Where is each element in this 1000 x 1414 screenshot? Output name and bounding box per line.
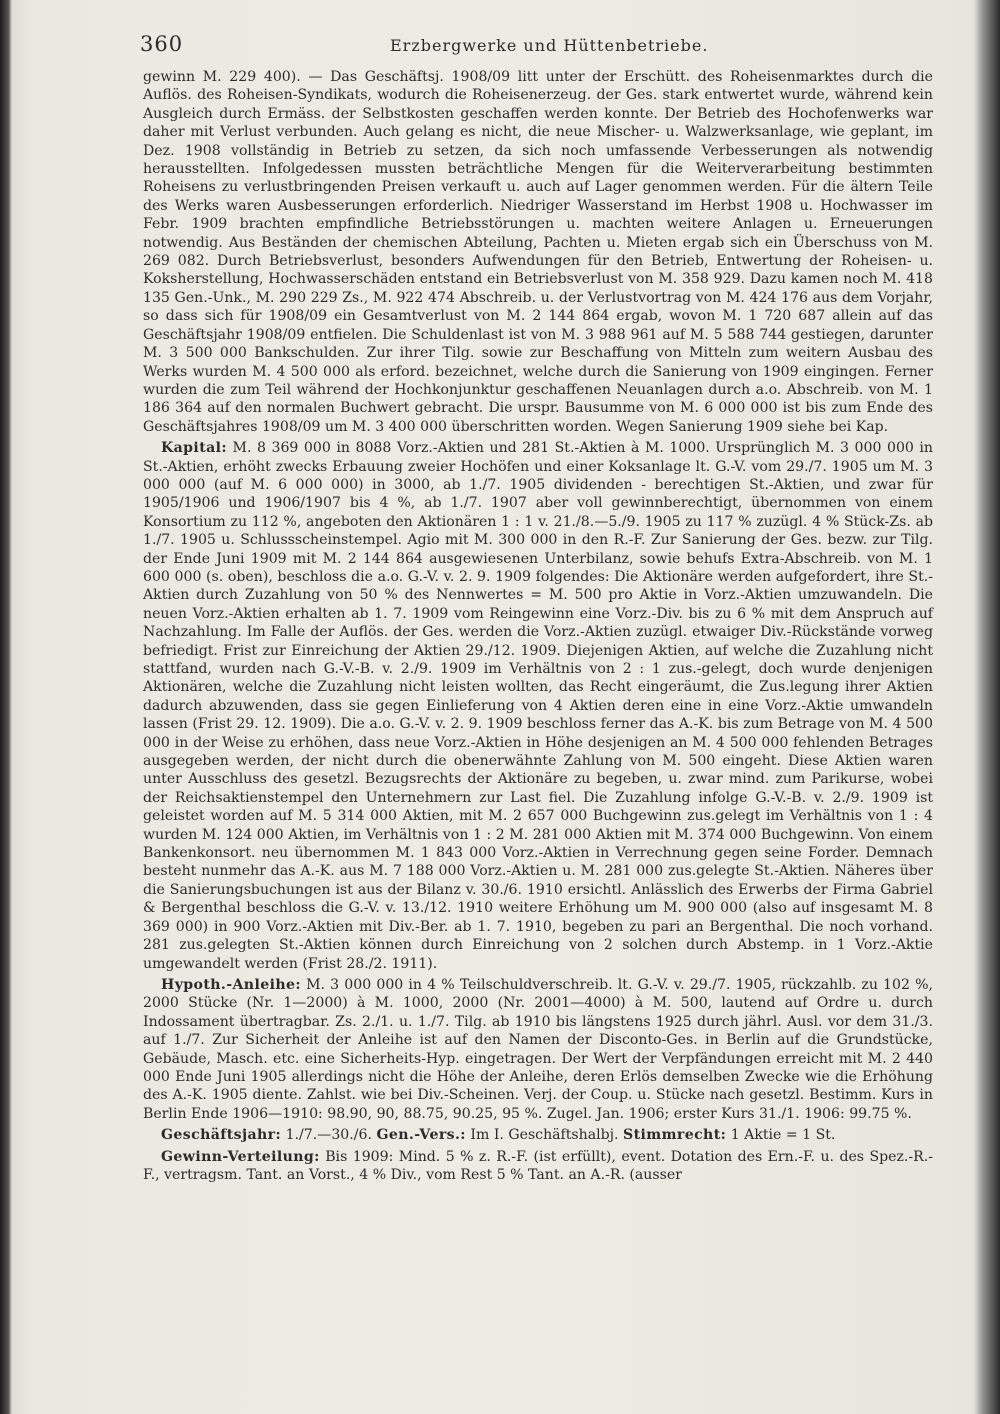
- section-label-gewinn-verteilung: Gewinn-Verteilung:: [161, 1148, 320, 1165]
- scan-left-edge: [0, 0, 12, 1414]
- paragraph-text: M. 3 000 000 in 4 % Teilschuldverschreib. lt. G.-V. v. 29./7. 1905, rückzahlb. zu 102 %, 2000 Stücke (Nr. 1—2000) à M. 1000, 2000 (Nr. 2001—4000) à M. 500, lautend auf Ordre u. durch Indossament übertragbar. Zs. 2./1. u. 1./7. Tilg. ab 1910 bis längstens 1925 durch jährl. Ausl. vor dem 31./3. auf 1./7. Zur Sicherheit der Anleihe ist auf den Namen der Disconto-Ges. in Berlin auf die Grundstücke, Gebäude, Masch. etc. eine Sicherheits-Hyp. eingetragen. Der Wert der Verpfändungen erreicht mit M. 2 440 000 Ende Juni 1905 allerdings nicht die Höhe der Anleihe, deren Erlös demselben Zwecke wie die Erhöhung des A.-K. 1905 diente. Zahlst. wie bei Div.-Scheinen. Verj. der Coup. u. Stücke nach gesetzl. Bestimm. Kurs in Berlin Ende 1906—1910: 98.90, 90, 88.75, 90.25, 95 %. Zugel. Jan. 1906; erster Kurs 31./1. 1906: 99.75 %.: [143, 976, 933, 1122]
- body-text: [143, 68, 933, 1187]
- section-label-gen-vers: Gen.-Vers.:: [376, 1127, 466, 1144]
- page-number: 360: [140, 32, 184, 56]
- paragraph-business-report: [143, 68, 933, 436]
- section-label-geschaeftsjahr: Geschäftsjahr:: [161, 1127, 282, 1144]
- running-head: Erzbergwerke und Hüttenbetriebe.: [390, 36, 709, 55]
- section-label-hypoth-anleihe: Hypoth.-Anleihe:: [161, 976, 301, 993]
- page-header: [140, 32, 930, 62]
- paragraph-text: gewinn M. 229 400). — Das Geschäftsj. 1908/09 litt unter der Erschütt. des Roheisenmarktes durch die Auflös. des Roheisen-Syndikats, wodurch die Roheisenerzeug. der Ges. stark entwertet wurde, während kein Ausgleich durch Ermäss. der Selbstkosten geschaffen werden konnte. Der Betrieb des Hochofenwerks war daher mit Verlust verbunden. Auch gelang es nicht, die neue Mischer- u. Walzwerksanlage, wie geplant, im Dez. 1908 vollständig in Betrieb zu setzen, da sich noch umfassende Verbesserungen als notwendig herausstellten. Infolgedessen mussten beträchtliche Mengen für die Weiterverarbeitung bestimmten Roheisens zu verlustbringenden Preisen verkauft u. auch auf Lager genommen werden. Für die ältern Teile des Werks waren Ausbesserungen erforderlich. Niedriger Wasserstand im Herbst 1908 u. Hochwasser im Febr. 1909 brachten empfindliche Betriebsstörungen u. machten weitere Anlagen u. Erneuerungen notwendig. Aus Beständen der chemischen Abteilung, Pachten u. Mieten ergab sich ein Überschuss von M. 269 082. Durch Betriebsverlust, besonders Aufwendungen für den Betrieb, Entwertung der Roheisen- u. Koksherstellung, Hochwasserschäden entstand ein Betriebsverlust von M. 358 929. Dazu kamen noch M. 418 135 Gen.-Unk., M. 290 229 Zs., M. 922 474 Abschreib. u. der Verlustvortrag von M. 424 176 aus dem Vorjahr, so dass sich für 1908/09 ein Gesamtverlust von M. 2 144 864 ergab, wovon M. 1 720 687 allein auf das Geschäftsjahr 1908/09 entfielen. Die Schuldenlast ist von M. 3 988 961 auf M. 5 588 744 gestiegen, darunter M. 3 500 000 Bankschulden. Zur ihrer Tilg. sowie zur Beschaffung von Mitteln zum weitern Ausbau des Werks wurden M. 4 500 000 als erford. bezeichnet, welche durch die Sanierung von 1909 eingingen. Ferner wurden die zum Teil während der Hochkonjunktur geschaffenen Neuanlagen durch a.o. Abschreib. von M. 1 186 364 auf den normalen Buchwert gebracht. Die urspr. Bausumme von M. 6 000 000 ist bis zum Ende des Geschäftsjahres 1908/09 um M. 3 400 000 überschritten worden. Wegen Sanierung 1909 siehe bei Kap.: [143, 69, 933, 435]
- scan-right-edge: [974, 0, 1000, 1414]
- section-label-kapital: Kapital:: [161, 440, 227, 457]
- paragraph-geschaeftsjahr: [143, 1126, 933, 1144]
- paragraph-text: Im I. Geschäftshalbj.: [470, 1127, 619, 1144]
- paragraph-hypoth-anleihe: [143, 976, 933, 1123]
- section-label-stimmrecht: Stimmrecht:: [623, 1127, 727, 1144]
- paragraph-gewinn-verteilung: [143, 1148, 933, 1185]
- paragraph-text: M. 8 369 000 in 8088 Vorz.-Aktien und 281 St.-Aktien à M. 1000. Ursprünglich M. 3 000 000 in St.-Aktien, erhöht zwecks Erbauung zweier Hochöfen und einer Koksanlage lt. G.-V. vom 29./7. 1905 um M. 3 000 000 (auf M. 6 000 000) in 3000, ab 1./7. 1905 dividenden - berechtigen St.-Aktien, und zwar für 1905/1906 und 1906/1907 bis 4 %, ab 1./7. 1907 aber voll gewinnberechtigt, übernommen von einem Konsortium zu 112 %, angeboten den Aktionären 1 : 1 v. 21./8.—5./9. 1905 zu 117 % zuzügl. 4 % Stück-Zs. ab 1./7. 1905 u. Schlussscheinstempel. Agio mit M. 300 000 in den R.-F. Zur Sanierung der Ges. bezw. zur Tilg. der Ende Juni 1909 mit M. 2 144 864 ausgewiesenen Unterbilanz, sowie behufs Extra-Abschreib. von M. 1 600 000 (s. oben), beschloss die a.o. G.-V. v. 2. 9. 1909 folgendes: Die Aktionäre werden aufgefordert, ihre St.-Aktien durch Zuzahlung von 50 % des Nennwertes = M. 500 pro Aktie in Vorz.-Aktien umzuwandeln. Die neuen Vorz.-Aktien erhalten ab 1. 7. 1909 vom Reingewinn eine Vorz.-Div. bis zu 6 % mit dem Anspruch auf Nachzahlung. Im Falle der Auflös. der Ges. werden die Vorz.-Aktien zuzügl. etwaiger Div.-Rückstände vorweg befriedigt. Frist zur Einreichung der Aktien 29./12. 1909. Diejenigen Aktien, auf welche die Zuzahlung nicht stattfand, wurden nach G.-V.-B. v. 2./9. 1909 im Verhältnis von 2 : 1 zus.-gelegt, doch wurde denjenigen Aktionären, welche die Zuzahlung nicht leisten wollten, das Recht eingeräumt, die Zus.legung ihrer Aktien dadurch abzuwenden, dass sie gegen Einlieferung von 4 Aktien deren eine in eine Vorz.-Aktie umwandeln lassen (Frist 29. 12. 1909). Die a.o. G.-V. v. 2. 9. 1909 beschloss ferner das A.-K. bis zum Betrage von M. 4 500 000 in der Weise zu erhöhen, dass neue Vorz.-Aktien in Höhe desjenigen an M. 4 500 000 fehlenden Betrages ausgegeben werden, der nicht durch die obenerwähnte Zahlung von M. 500 eingeht. Diese Aktien waren unter Ausschluss des gesetzl. Bezugsrechts der Aktionäre zu begeben, u. zwar mind. zum Parikurse, wobei der Reichsaktienstempel den Unternehmern zur Last fiel. Die Zuzahlung infolge G.-V.-B. v. 2./9. 1909 ist geleistet worden auf M. 5 314 000 Aktien, mit M. 2 657 000 Buchgewinn zus.gelegt im Verhältnis von 1 : 4 wurden M. 124 000 Aktien, im Verhältnis von 1 : 2 M. 281 000 Aktien mit M. 374 000 Buchgewinn. Von einem Bankenkonsort. neu übernommen M. 1 843 000 Vorz.-Aktien in Verrechnung gegen seine Forder. Demnach besteht nunmehr das A.-K. aus M. 7 188 000 Vorz.-Aktien u. M. 281 000 zus.gelegte St.-Aktien. Näheres über die Sanierungsbuchungen ist aus der Bilanz v. 30./6. 1910 ersichtl. Anlässlich des Erwerbs der Firma Gabriel & Bergenthal beschloss die G.-V. v. 13./12. 1910 weitere Erhöhung um M. 900 000 (also auf insgesamt M. 8 369 000) in 900 Vorz.-Aktien mit Div.-Ber. ab 1. 7. 1910, begeben zu pari an Bergenthal. Die noch vorhand. 281 zus.gelegten St.-Aktien können durch Einreichung von 2 solchen durch Abstemp. in 1 Vorz.-Aktie umgewandelt werden (Frist 28./2. 1911).: [143, 440, 933, 972]
- paragraph-text: 1./7.—30./6.: [285, 1127, 372, 1144]
- paragraph-kapital: [143, 439, 933, 973]
- paragraph-text: Bis 1909: Mind. 5 % z. R.-F. (ist erfüllt), event. Dotation des Ern.-F. u. des Spez.-R.-F., vertragsm. Tant. an Vorst., 4 % Div., vom Rest 5 % Tant. an A.-R. (ausser: [143, 1148, 933, 1183]
- paragraph-text: 1 Aktie = 1 St.: [730, 1127, 836, 1144]
